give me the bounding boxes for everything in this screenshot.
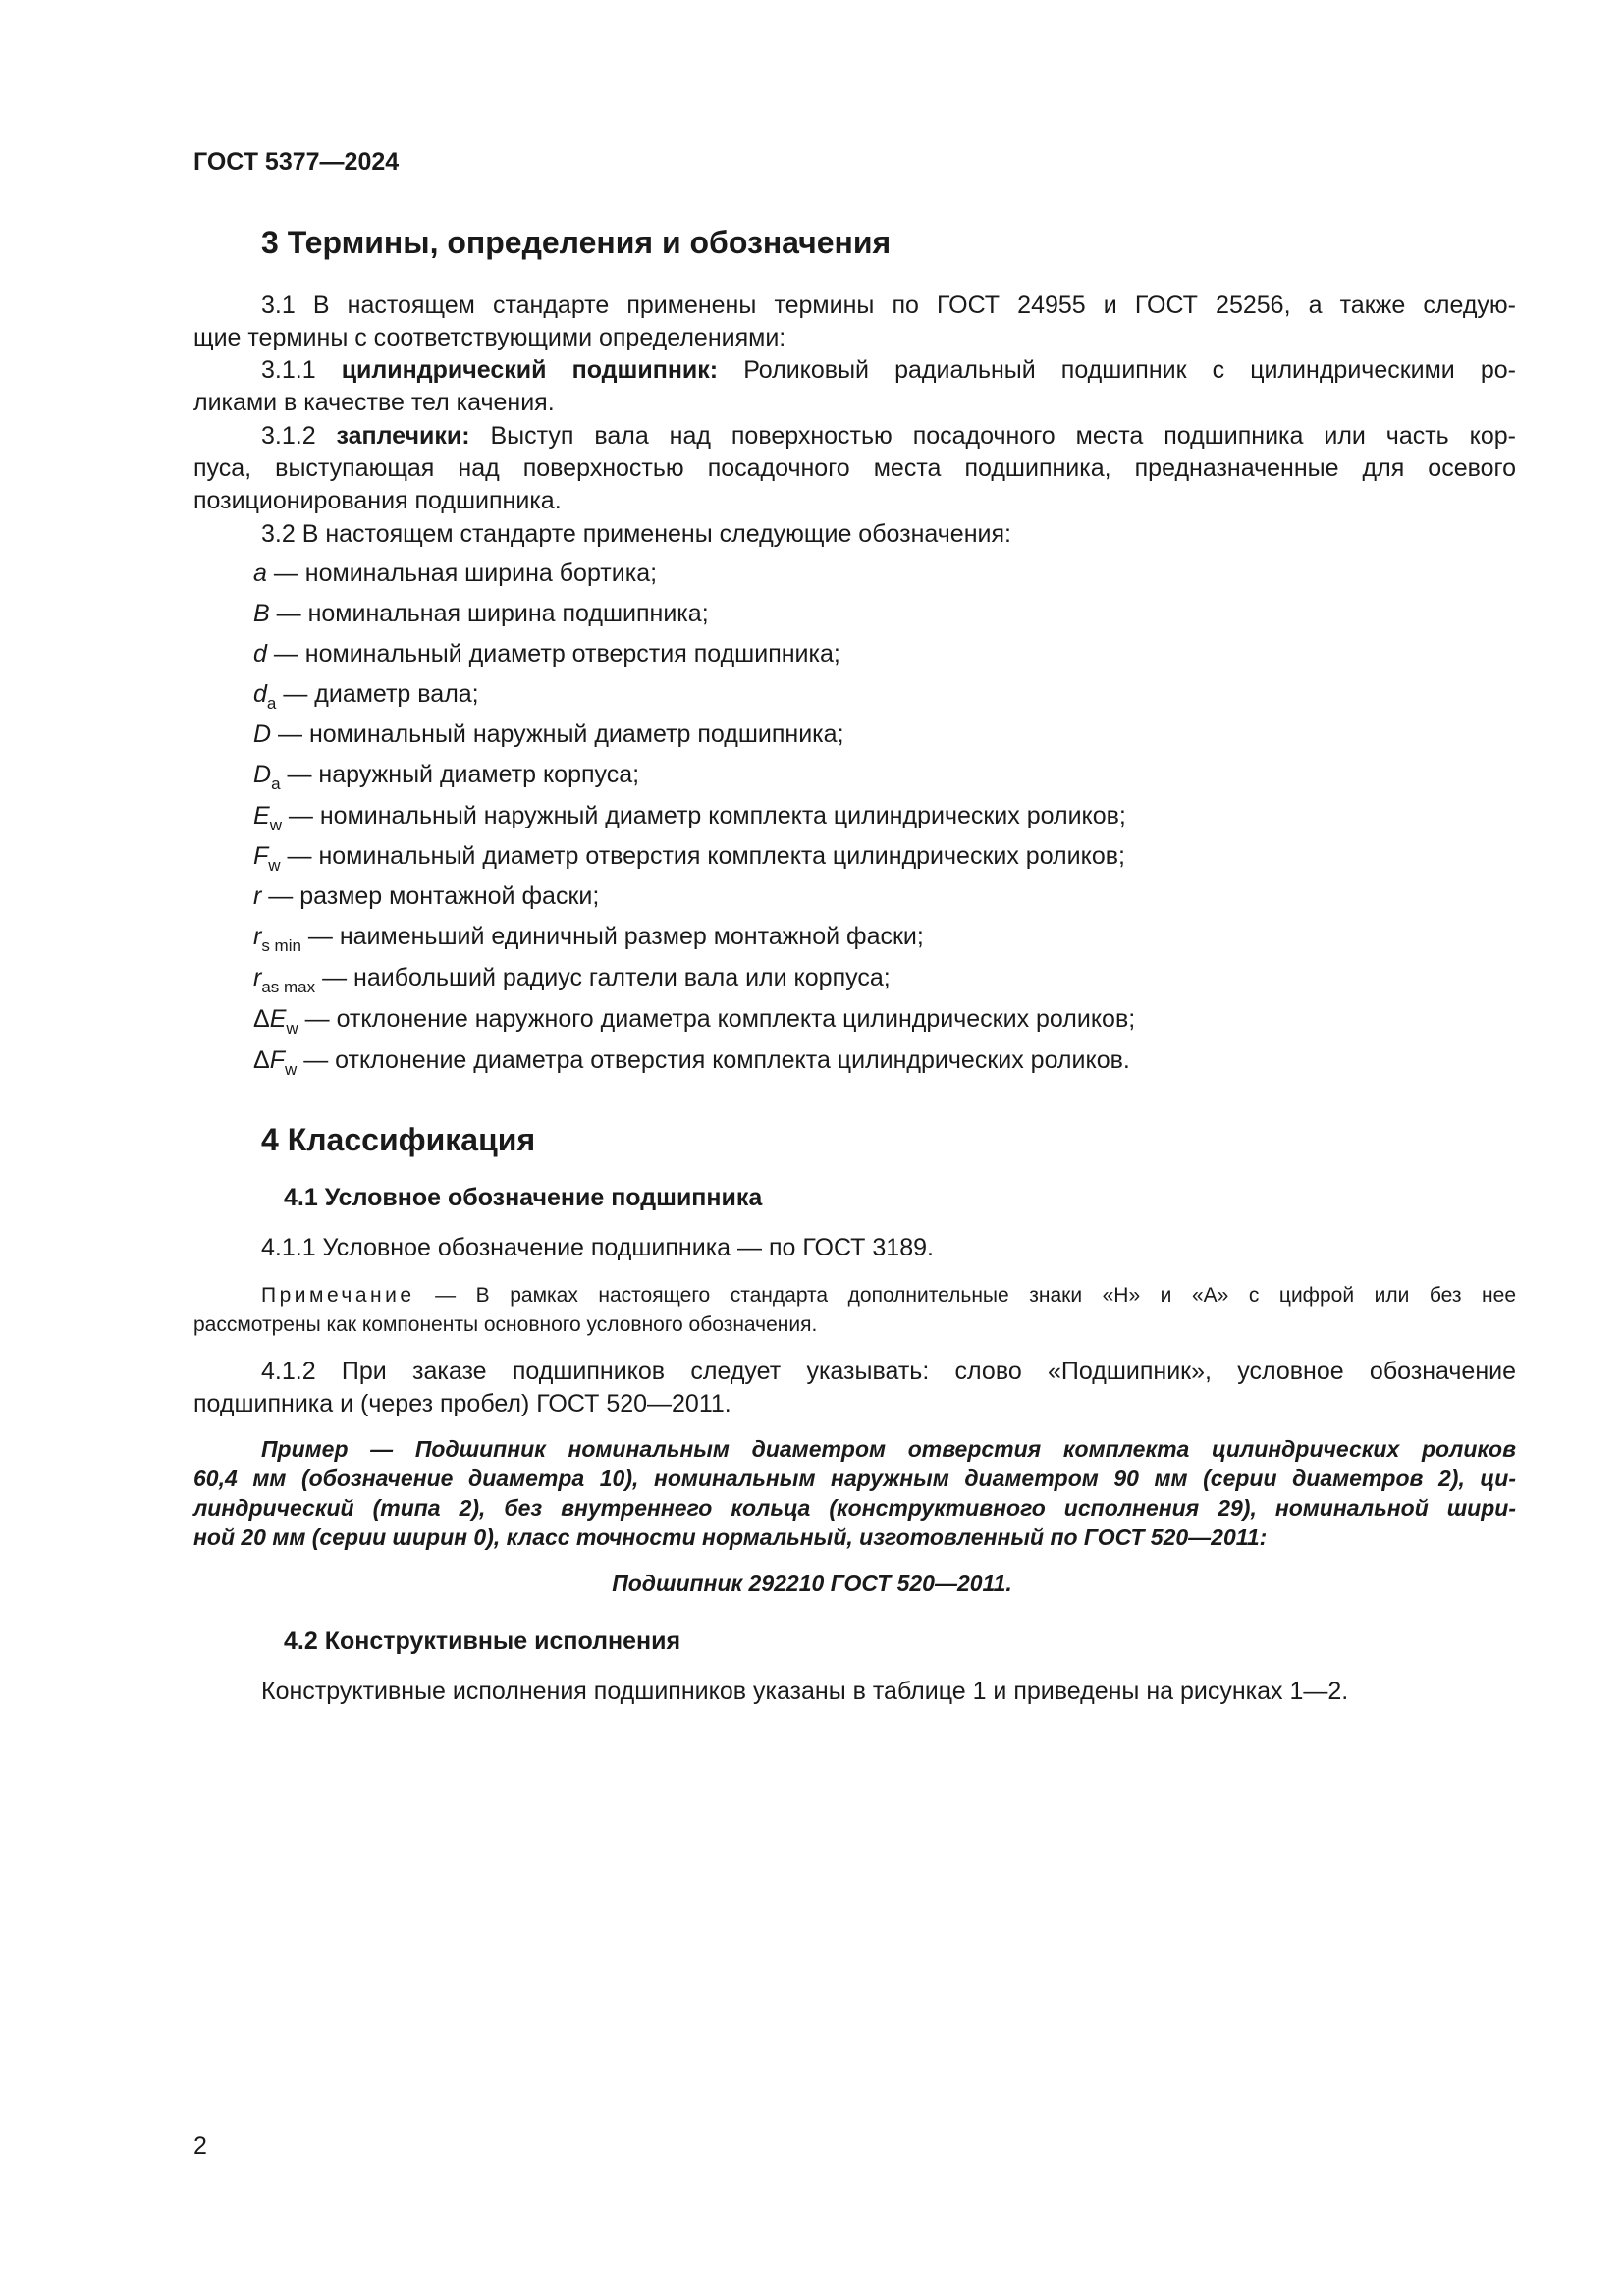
subsection-4-2-title: 4.2 Конструктивные исполнения xyxy=(284,1628,681,1655)
example-line: линдрический (типа 2), без внутреннего кольца (конструктивного исполнения 29), номинальной шири- xyxy=(193,1495,1516,1521)
paragraph-3-1-2-definition: Выступ вала над поверхностью посадочного места подшипника или часть кор- xyxy=(469,422,1516,450)
paragraph-4-2: Конструктивные исполнения подшипников указаны в таблице 1 и приведены на рисунках 1—2. xyxy=(261,1678,1349,1705)
paragraph-4-1-2-line-2: подшипника и (через пробел) ГОСТ 520—2011. xyxy=(193,1390,731,1417)
paragraph-3-1-1-line-1 xyxy=(193,354,1516,387)
section-4-title: 4 Классификация xyxy=(261,1122,536,1157)
note-label: Примечание xyxy=(261,1284,415,1307)
symbol-item: $r_{s min}$ — наименьший единичный размер монтажной фаски; xyxy=(253,923,924,955)
symbol-item: D — номинальный наружный диаметр подшипника; xyxy=(253,721,844,748)
paragraph-3-1-1-number: 3.1.1 xyxy=(261,356,342,384)
symbol-item: a — номинальная ширина бортика; xyxy=(253,560,658,587)
note-line-2: рассмотрены как компоненты основного условного обозначения. xyxy=(193,1313,818,1336)
paragraph-3-1-1 xyxy=(193,354,1516,419)
symbol-item: $d_a$ — диаметр вала; xyxy=(253,680,479,713)
note-text: — В рамках настоящего стандарта дополнительные знаки «Н» и «А» с цифрой или без нее xyxy=(414,1284,1516,1307)
example-line: ной 20 мм (серии ширин 0), класс точности нормальный, изготовленный по ГОСТ 520—2011: xyxy=(193,1524,1268,1550)
document-code: ГОСТ 5377—2024 xyxy=(193,148,400,176)
symbol-item: $D_a$ — наружный диаметр корпуса; xyxy=(253,761,640,793)
paragraph-3-1-1-line-2: ликами в качестве тел качения. xyxy=(193,389,555,416)
symbol-item: $\Delta E_w$ — отклонение наружного диаметра комплекта цилиндрических роликов; xyxy=(253,1005,1136,1038)
paragraph-3-1-2-line-3: позиционирования подшипника. xyxy=(193,487,562,514)
note xyxy=(193,1281,1516,1340)
example-line: Пример — Подшипник номинальным диаметром отверстия комплекта цилиндрических роликов xyxy=(261,1436,1516,1462)
note-line-1 xyxy=(193,1281,1516,1310)
symbol-item: $\Delta F_w$ — отклонение диаметра отверстия комплекта цилиндрических роликов. xyxy=(253,1046,1130,1079)
paragraph-4-1-2-line-1: 4.1.2 При заказе подшипников следует указывать: слово «Подшипник», условное обозначение xyxy=(261,1358,1516,1385)
paragraph-3-1-line-1: 3.1 В настоящем стандарте применены термины по ГОСТ 24955 и ГОСТ 25256, а также следую- xyxy=(261,292,1516,319)
subsection-4-1-title: 4.1 Условное обозначение подшипника xyxy=(284,1184,763,1211)
paragraph-3-1-2-number: 3.1.2 xyxy=(261,422,337,450)
symbol-item: $r_{as max}$ — наибольший радиус галтели вала или корпуса; xyxy=(253,964,891,996)
paragraph-3-1-line-2: щие термины с соответствующими определениями: xyxy=(193,324,786,351)
paragraph-4-1-2 xyxy=(193,1356,1516,1420)
example-designation: Подшипник 292210 ГОСТ 520—2011. xyxy=(612,1571,1012,1596)
symbol-item: B — номинальная ширина подшипника; xyxy=(253,600,709,627)
section-3-title: 3 Термины, определения и обозначения xyxy=(261,225,892,260)
term-cylindrical-bearing: цилиндрический подшипник: xyxy=(341,356,719,384)
paragraph-3-1-2-line-2: пуса, выступающая над поверхностью посадочного места подшипника, предназначенные для осевого xyxy=(193,454,1516,482)
paragraph-3-1-2 xyxy=(193,420,1516,517)
example-line: 60,4 мм (обозначение диаметра 10), номинальным наружным диаметром 90 мм (серии диаметров 2), ци- xyxy=(193,1466,1516,1491)
page-number: 2 xyxy=(193,2132,207,2160)
paragraph-3-1-2-line-1 xyxy=(193,420,1516,453)
term-shoulders: заплечики: xyxy=(336,422,470,450)
example-block xyxy=(193,1434,1516,1552)
symbol-item: r — размер монтажной фаски; xyxy=(253,882,600,910)
symbol-item: $F_w$ — номинальный диаметр отверстия комплекта цилиндрических роликов; xyxy=(253,842,1125,875)
paragraph-4-1-1: 4.1.1 Условное обозначение подшипника — по ГОСТ 3189. xyxy=(261,1234,934,1261)
paragraph-3-1-1-definition: Роликовый радиальный подшипник с цилиндрическими ро- xyxy=(718,356,1516,384)
paragraph-3-1 xyxy=(193,290,1516,354)
symbol-item: $E_w$ — номинальный наружный диаметр комплекта цилиндрических роликов; xyxy=(253,802,1126,834)
paragraph-3-2: 3.2 В настоящем стандарте применены следующие обозначения: xyxy=(261,520,1011,548)
symbol-item: d — номинальный диаметр отверстия подшипника; xyxy=(253,640,840,667)
